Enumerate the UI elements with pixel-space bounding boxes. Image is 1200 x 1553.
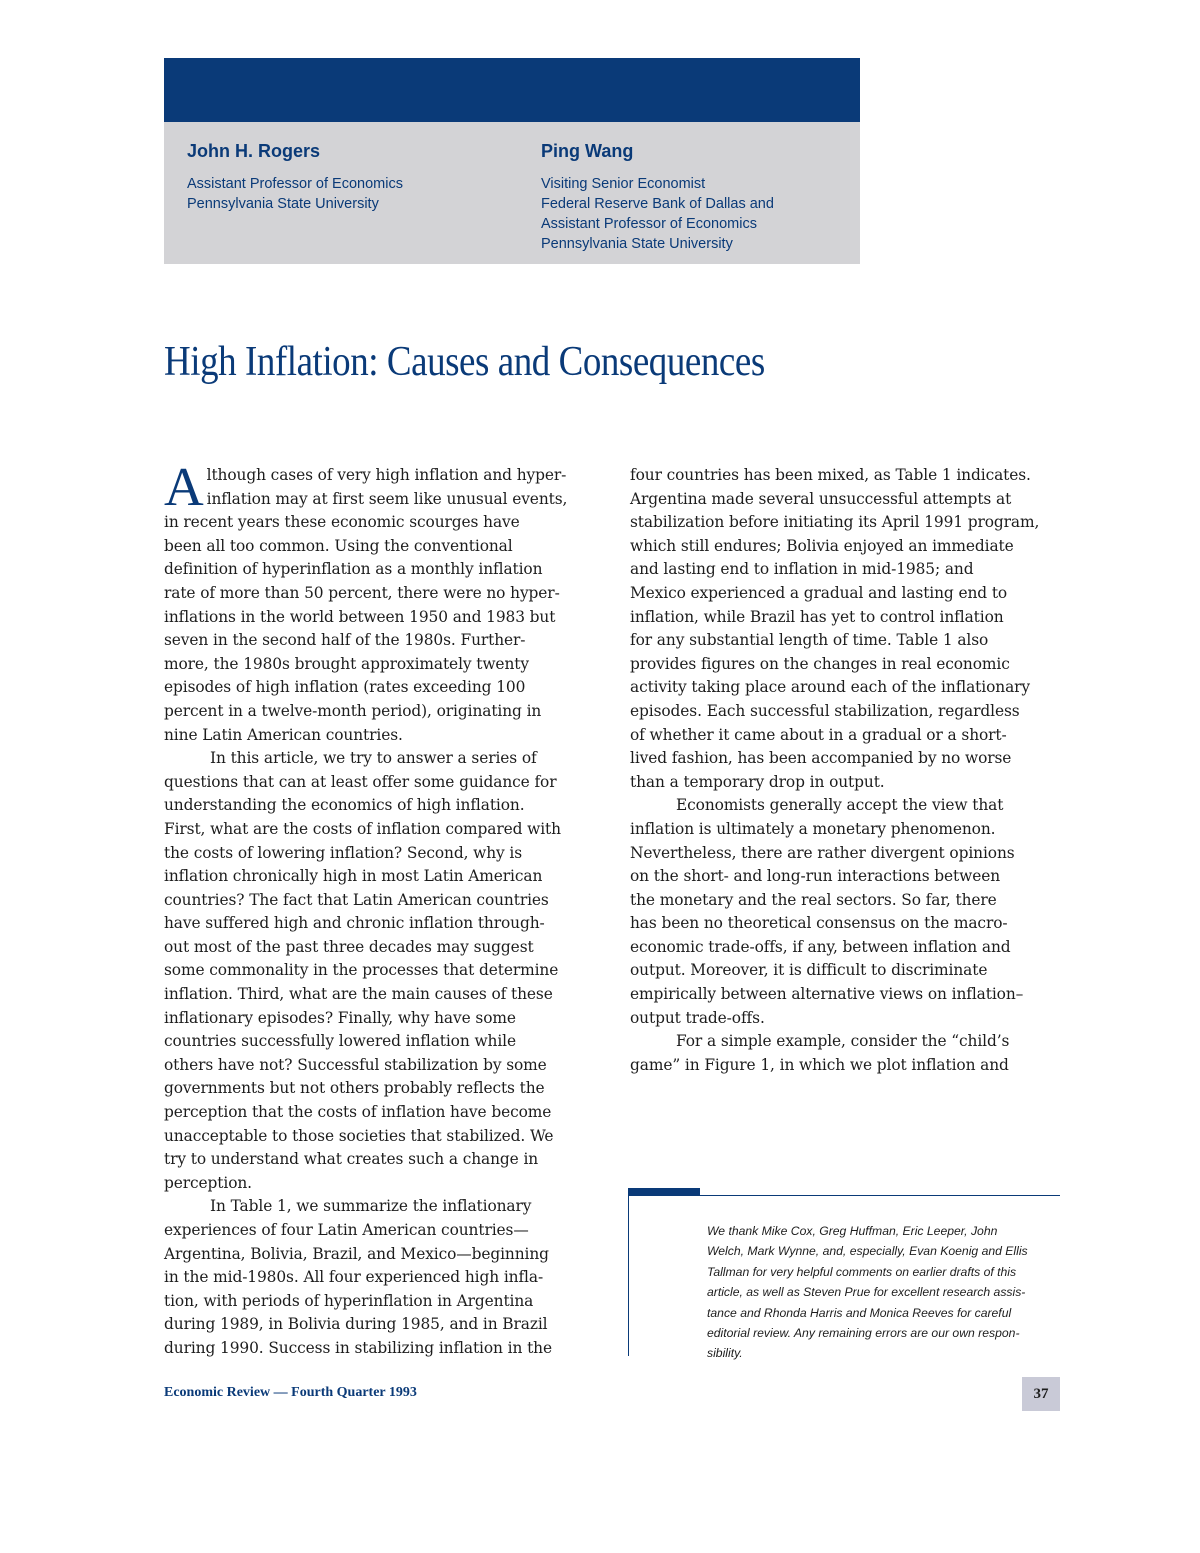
drop-cap: A — [164, 456, 204, 517]
text-line: Argentina, Bolivia, Brazil, and Mexico—beginning — [164, 1244, 549, 1263]
text-line: on the short- and long-run interactions between — [630, 867, 1001, 886]
author-affiliation: Assistant Professor of Economics — [541, 216, 757, 232]
text-line: In Table 1, we summarize the inflationary — [210, 1197, 532, 1216]
text-line: inflation, while Brazil has yet to control inflation — [630, 607, 1004, 626]
acknowledgment-line: sibility. — [707, 1346, 743, 1361]
text-line: First, what are the costs of inflation compared with — [164, 819, 561, 838]
author-affiliation: Visiting Senior Economist — [541, 176, 706, 192]
text-line: economic trade-offs, if any, between inflation and — [630, 937, 1011, 956]
text-line: than a temporary drop in output. — [630, 772, 885, 791]
author-affiliation: Federal Reserve Bank of Dallas and — [541, 196, 774, 212]
header-band — [164, 58, 860, 122]
text-line: perception. — [164, 1173, 252, 1192]
text-line: countries successfully lowered inflation while — [164, 1032, 516, 1051]
text-line: governments but not others probably reflects the — [164, 1079, 545, 1098]
text-line: inflation. Third, what are the main causes of these — [164, 985, 553, 1004]
text-line: output trade-offs. — [630, 1008, 765, 1027]
text-line: rate of more than 50 percent, there were no hyper- — [164, 583, 560, 602]
text-line: have suffered high and chronic inflation through- — [164, 914, 545, 933]
text-line: definition of hyperinflation as a monthly inflation — [164, 560, 543, 579]
text-line: questions that can at least offer some guidance for — [164, 772, 557, 791]
text-line: of whether it came about in a gradual or a short- — [630, 725, 1007, 744]
acknowledgment-line: tance and Rhonda Harris and Monica Reeves for careful — [707, 1305, 1012, 1320]
footer-journal-title: Economic Review — Fourth Quarter 1993 — [164, 1385, 417, 1400]
text-line: Argentina made several unsuccessful attempts at — [630, 489, 1012, 508]
text-line: inflation is ultimately a monetary phenomenon. — [630, 819, 996, 838]
text-line: nine Latin American countries. — [164, 725, 403, 744]
text-line: for any substantial length of time. Table 1 also — [630, 631, 989, 650]
text-line: understanding the economics of high inflation. — [164, 796, 525, 815]
text-line: percent in a twelve-month period), originating in — [164, 701, 542, 720]
acknowledgment-line: article, as well as Steven Prue for excellent research assis- — [707, 1285, 1026, 1300]
author-name: Ping Wang — [541, 141, 634, 161]
text-line: others have not? Successful stabilization by some — [164, 1055, 547, 1074]
acknowledgment-line: editorial review. Any remaining errors are our own respon- — [707, 1326, 1020, 1341]
author-affiliation: Pennsylvania State University — [541, 236, 733, 252]
author-2 — [541, 140, 774, 254]
author-box — [164, 122, 860, 264]
text-line: during 1990. Success in stabilizing inflation in the — [164, 1338, 552, 1357]
text-line: been all too common. Using the conventional — [164, 536, 513, 555]
text-line: lthough cases of very high inflation and hyper- — [206, 466, 567, 484]
text-line: In this article, we try to answer a series of — [210, 749, 537, 768]
text-line: output. Moreover, it is difficult to discriminate — [630, 961, 988, 980]
author-name: John H. Rogers — [187, 141, 321, 161]
text-line: stabilization before initiating its April 1991 program, — [630, 513, 1040, 532]
acknowledgment-note — [707, 1221, 1062, 1364]
author-affiliation: Pennsylvania State University — [187, 196, 379, 212]
body-column-left — [164, 456, 594, 1361]
text-line: For a simple example, consider the “child’s — [676, 1032, 1010, 1051]
text-line: empirically between alternative views on inflation– — [630, 985, 1024, 1004]
text-line: the monetary and the real sectors. So far, there — [630, 890, 997, 909]
acknowledgment-line: Tallman for very helpful comments on earlier drafts of this — [707, 1264, 1017, 1279]
text-line: inflation may at first seem like unusual events, — [206, 489, 568, 508]
text-line: try to understand what creates such a change in — [164, 1150, 539, 1169]
text-line: the costs of lowering inflation? Second, why is — [164, 843, 523, 862]
text-line: game” in Figure 1, in which we plot inflation and — [630, 1055, 1009, 1074]
body-column-right — [630, 464, 1060, 1077]
text-line: which still endures; Bolivia enjoyed an immediate — [630, 536, 1014, 555]
text-line: Nevertheless, there are rather divergent opinions — [630, 843, 1015, 862]
text-line: lived fashion, has been accompanied by no worse — [630, 749, 1012, 768]
article-title: High Inflation: Causes and Consequences — [164, 339, 765, 385]
text-line: inflations in the world between 1950 and 1983 but — [164, 607, 556, 626]
text-line: four countries has been mixed, as Table 1 indicates. — [630, 466, 1031, 484]
text-line: experiences of four Latin American countries— — [164, 1221, 529, 1239]
acknowledgment-rule-vertical — [628, 1196, 629, 1356]
text-line: inflationary episodes? Finally, why have some — [164, 1008, 516, 1027]
text-line: Economists generally accept the view that — [676, 796, 1004, 815]
text-line: episodes. Each successful stabilization, regardless — [630, 701, 1020, 720]
text-line: activity taking place around each of the inflationary — [630, 678, 1030, 697]
acknowledgment-rule-thin — [700, 1195, 1060, 1196]
acknowledgment-rule-thick — [628, 1188, 700, 1196]
text-line: provides figures on the changes in real economic — [630, 654, 1010, 673]
acknowledgment-line: Welch, Mark Wynne, and, especially, Evan Koenig and Ellis — [707, 1244, 1028, 1259]
text-line: tion, with periods of hyperinflation in Argentina — [164, 1291, 534, 1310]
text-line: seven in the second half of the 1980s. Further- — [164, 631, 526, 650]
text-line: and lasting end to inflation in mid-1985; and — [630, 560, 974, 579]
author-1 — [187, 140, 403, 214]
text-line: more, the 1980s brought approximately twenty — [164, 654, 529, 673]
text-line: during 1989, in Bolivia during 1985, and in Brazil — [164, 1315, 548, 1334]
text-line: countries? The fact that Latin American countries — [164, 890, 549, 909]
text-line: has been no theoretical consensus on the macro- — [630, 914, 1008, 933]
text-line: Mexico experienced a gradual and lasting end to — [630, 583, 1008, 602]
text-line: inflation chronically high in most Latin American — [164, 867, 543, 886]
text-line: perception that the costs of inflation have become — [164, 1103, 552, 1122]
author-affiliation: Assistant Professor of Economics — [187, 176, 403, 192]
text-line: some commonality in the processes that determine — [164, 961, 559, 980]
text-line: unacceptable to those societies that stabilized. We — [164, 1126, 554, 1145]
text-line: in the mid-1980s. All four experienced high infla- — [164, 1268, 544, 1287]
text-line: in recent years these economic scourges have — [164, 513, 520, 532]
page-number: 37 — [1022, 1377, 1060, 1411]
acknowledgment-line: We thank Mike Cox, Greg Huffman, Eric Leeper, John — [707, 1224, 998, 1238]
text-line: out most of the past three decades may suggest — [164, 937, 534, 956]
text-line: episodes of high inflation (rates exceeding 100 — [164, 678, 526, 697]
